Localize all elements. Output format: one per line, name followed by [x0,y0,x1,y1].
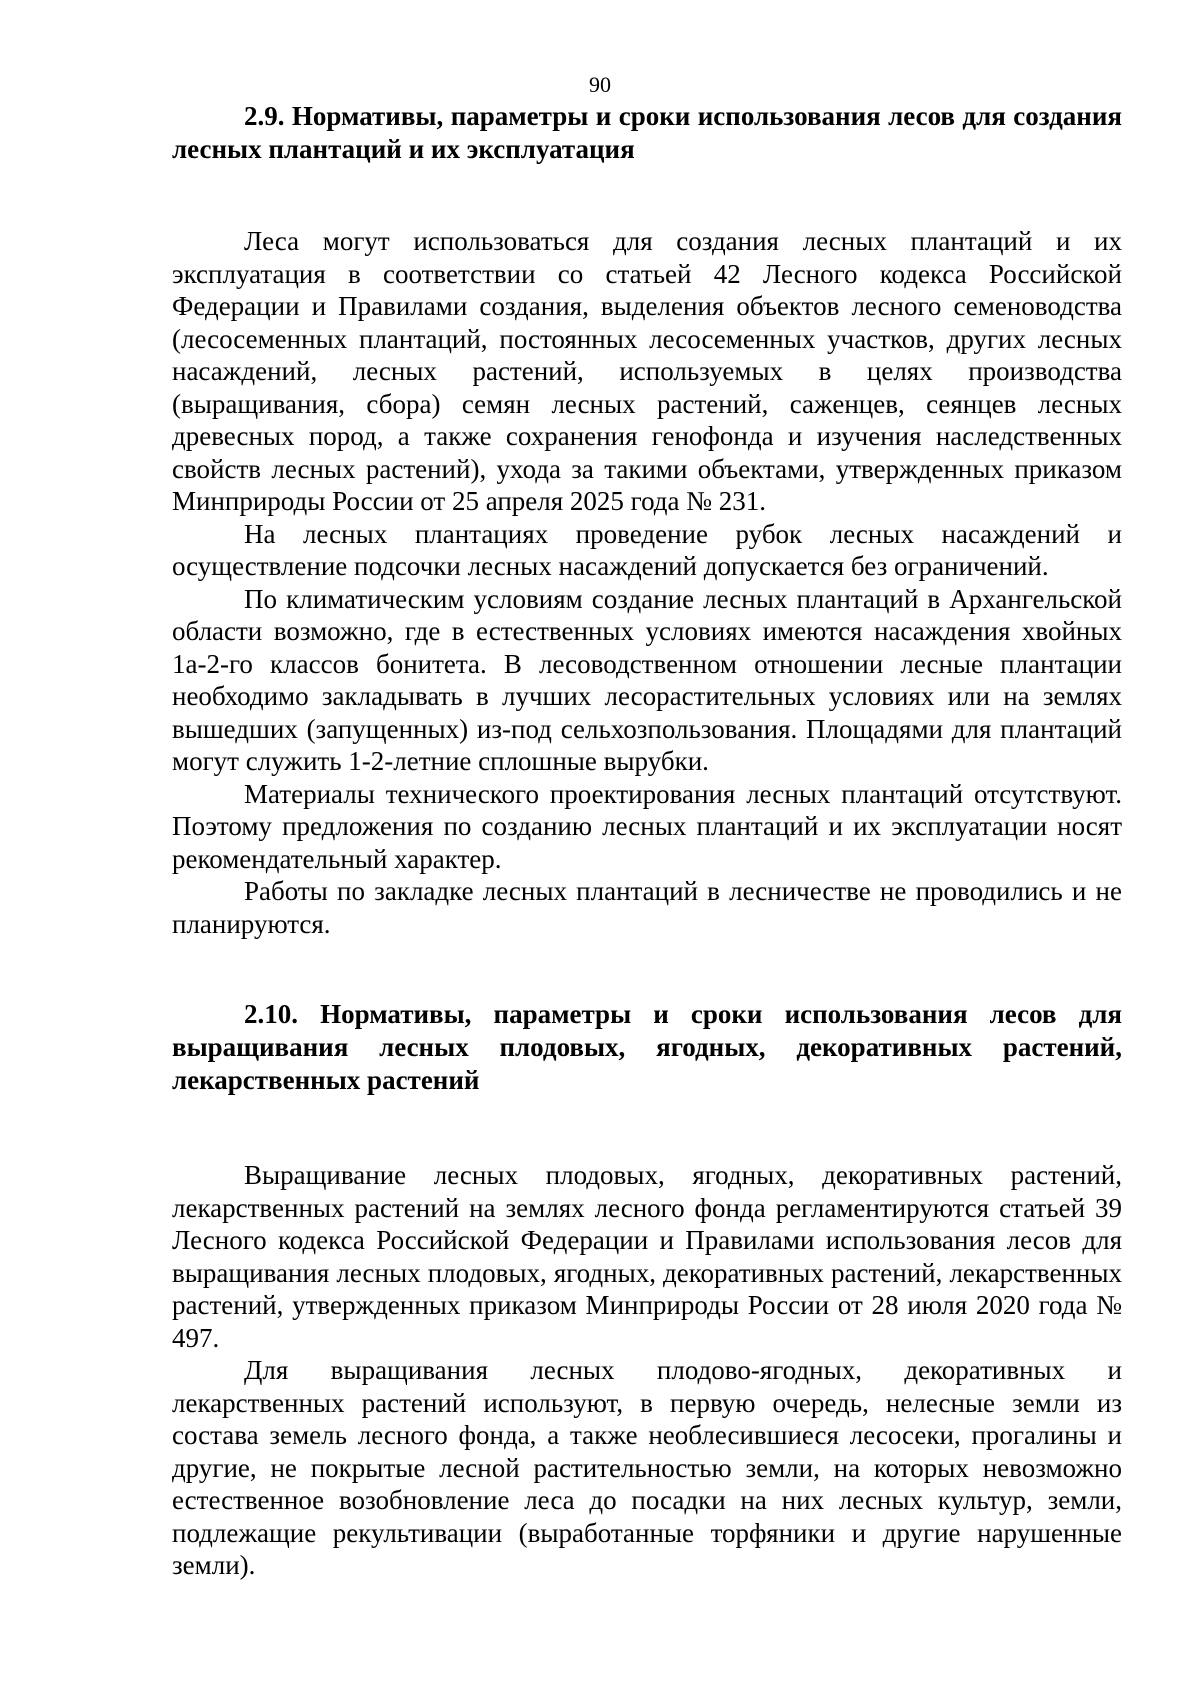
paragraph: Для выращивания лесных плодово-ягодных, декоративных и лекарственных растений используют, в первую очередь, нелесные земли из состава земель лесного фонда, а также необлесившиеся лесосеки, прогалины и другие, не покрытые лесной растительностью земли, на которых невозможно естественное возобновление леса до посадки на них лесных культур, земли, подлежащие рекультивации (выработанные торфяники и другие нарушенные земли). [172,1355,1122,1580]
page-number: 90 [589,72,611,97]
spacer [172,1097,1122,1159]
section-heading: 2.10. Нормативы, параметры и сроки использования лесов для выращивания лесных плодовых, ягодных, декоративных растений, лекарственных растений [172,999,1122,1095]
section-heading: 2.9. Нормативы, параметры и сроки использования лесов для создания лесных плантаций и их эксплуатация [172,101,1122,164]
paragraph: По климатическим условиям создание лесных плантаций в Архангельской области возможно, где в естественных условиях имеются насаждения хвойных 1а-2-го классов бонитета. В лесоводственном отношении лесные плантации необходимо закладывать в лучших лесорастительных условиях или на землях вышедших (запущенных) из-под сельхозпользования. Площадями для плантаций могут служить 1-2-летние сплошные вырубки. [172,583,1122,776]
spacer [172,940,1122,998]
section-2-9 [172,100,1122,940]
document-body [172,100,1122,1582]
spacer [172,166,1122,225]
paragraph: Выращивание лесных плодовых, ягодных, декоративных растений, лекарственных растений на землях лесного фонда регламентируются статьей 39 Лесного кодекса Российской Федерации и Правилами использования лесов для выращивания лесных плодовых, ягодных, декоративных растений, лекарственных растений, утвержденных приказом Минприроды России от 28 июля 2020 года № 497. [172,1160,1122,1353]
section-2-10 [172,998,1122,1582]
paragraph: Леса могут использоваться для создания лесных плантаций и их эксплуатация в соответствии со статьей 42 Лесного кодекса Российской Федерации и Правилами создания, выделения объектов лесного семеноводства (лесосеменных плантаций, постоянных лесосеменных участков, других лесных насаждений, лесных растений, используемых в целях производства (выращивания, сбора) семян лесных растений, саженцев, сеянцев лесных древесных пород, а также сохранения генофонда и изучения наследственных свойств лесных растений), ухода за такими объектами, утвержденных приказом Минприроды России от 25 апреля 2025 года № 231. [172,226,1122,516]
paragraph: Материалы технического проектирования лесных плантаций отсутствуют. Поэтому предложения по созданию лесных плантаций и их эксплуатации носят рекомендательный характер. [172,778,1122,874]
paragraph: Работы по закладке лесных плантаций в лесничестве не проводились и не планируются. [172,876,1122,939]
paragraph: На лесных плантациях проведение рубок лесных насаждений и осуществление подсочки лесных насаждений допускается без ограничений. [172,518,1122,581]
